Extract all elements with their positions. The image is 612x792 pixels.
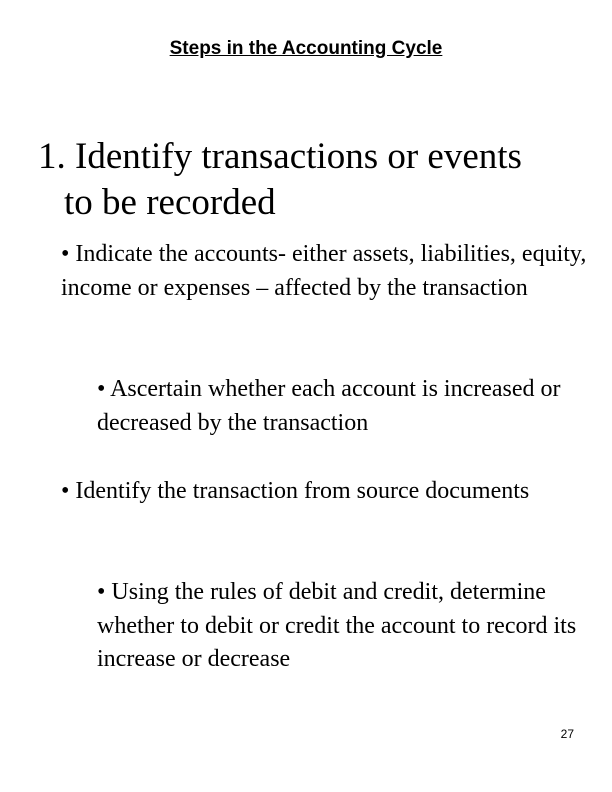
page-number: 27 bbox=[560, 727, 574, 741]
bullet-debit-credit-rules: • Using the rules of debit and credit, determine whether to debit or credit the account to record its increase or decrease bbox=[97, 579, 577, 672]
slide-title: Steps in the Accounting Cycle bbox=[169, 38, 443, 59]
bullet-identify-source-documents: • Identify the transaction from source documents bbox=[61, 478, 530, 504]
bullet-ascertain-increase-decrease: • Ascertain whether each account is increased or decreased by the transaction bbox=[97, 376, 561, 436]
step-heading bbox=[38, 134, 598, 226]
bullet-indicate-accounts: • Indicate the accounts- either assets, liabilities, equity, income or expenses – affected by the transaction bbox=[61, 241, 587, 301]
step-heading-line-1: 1. Identify transactions or events bbox=[38, 136, 522, 177]
step-heading-line-2: to be recorded bbox=[64, 182, 276, 223]
